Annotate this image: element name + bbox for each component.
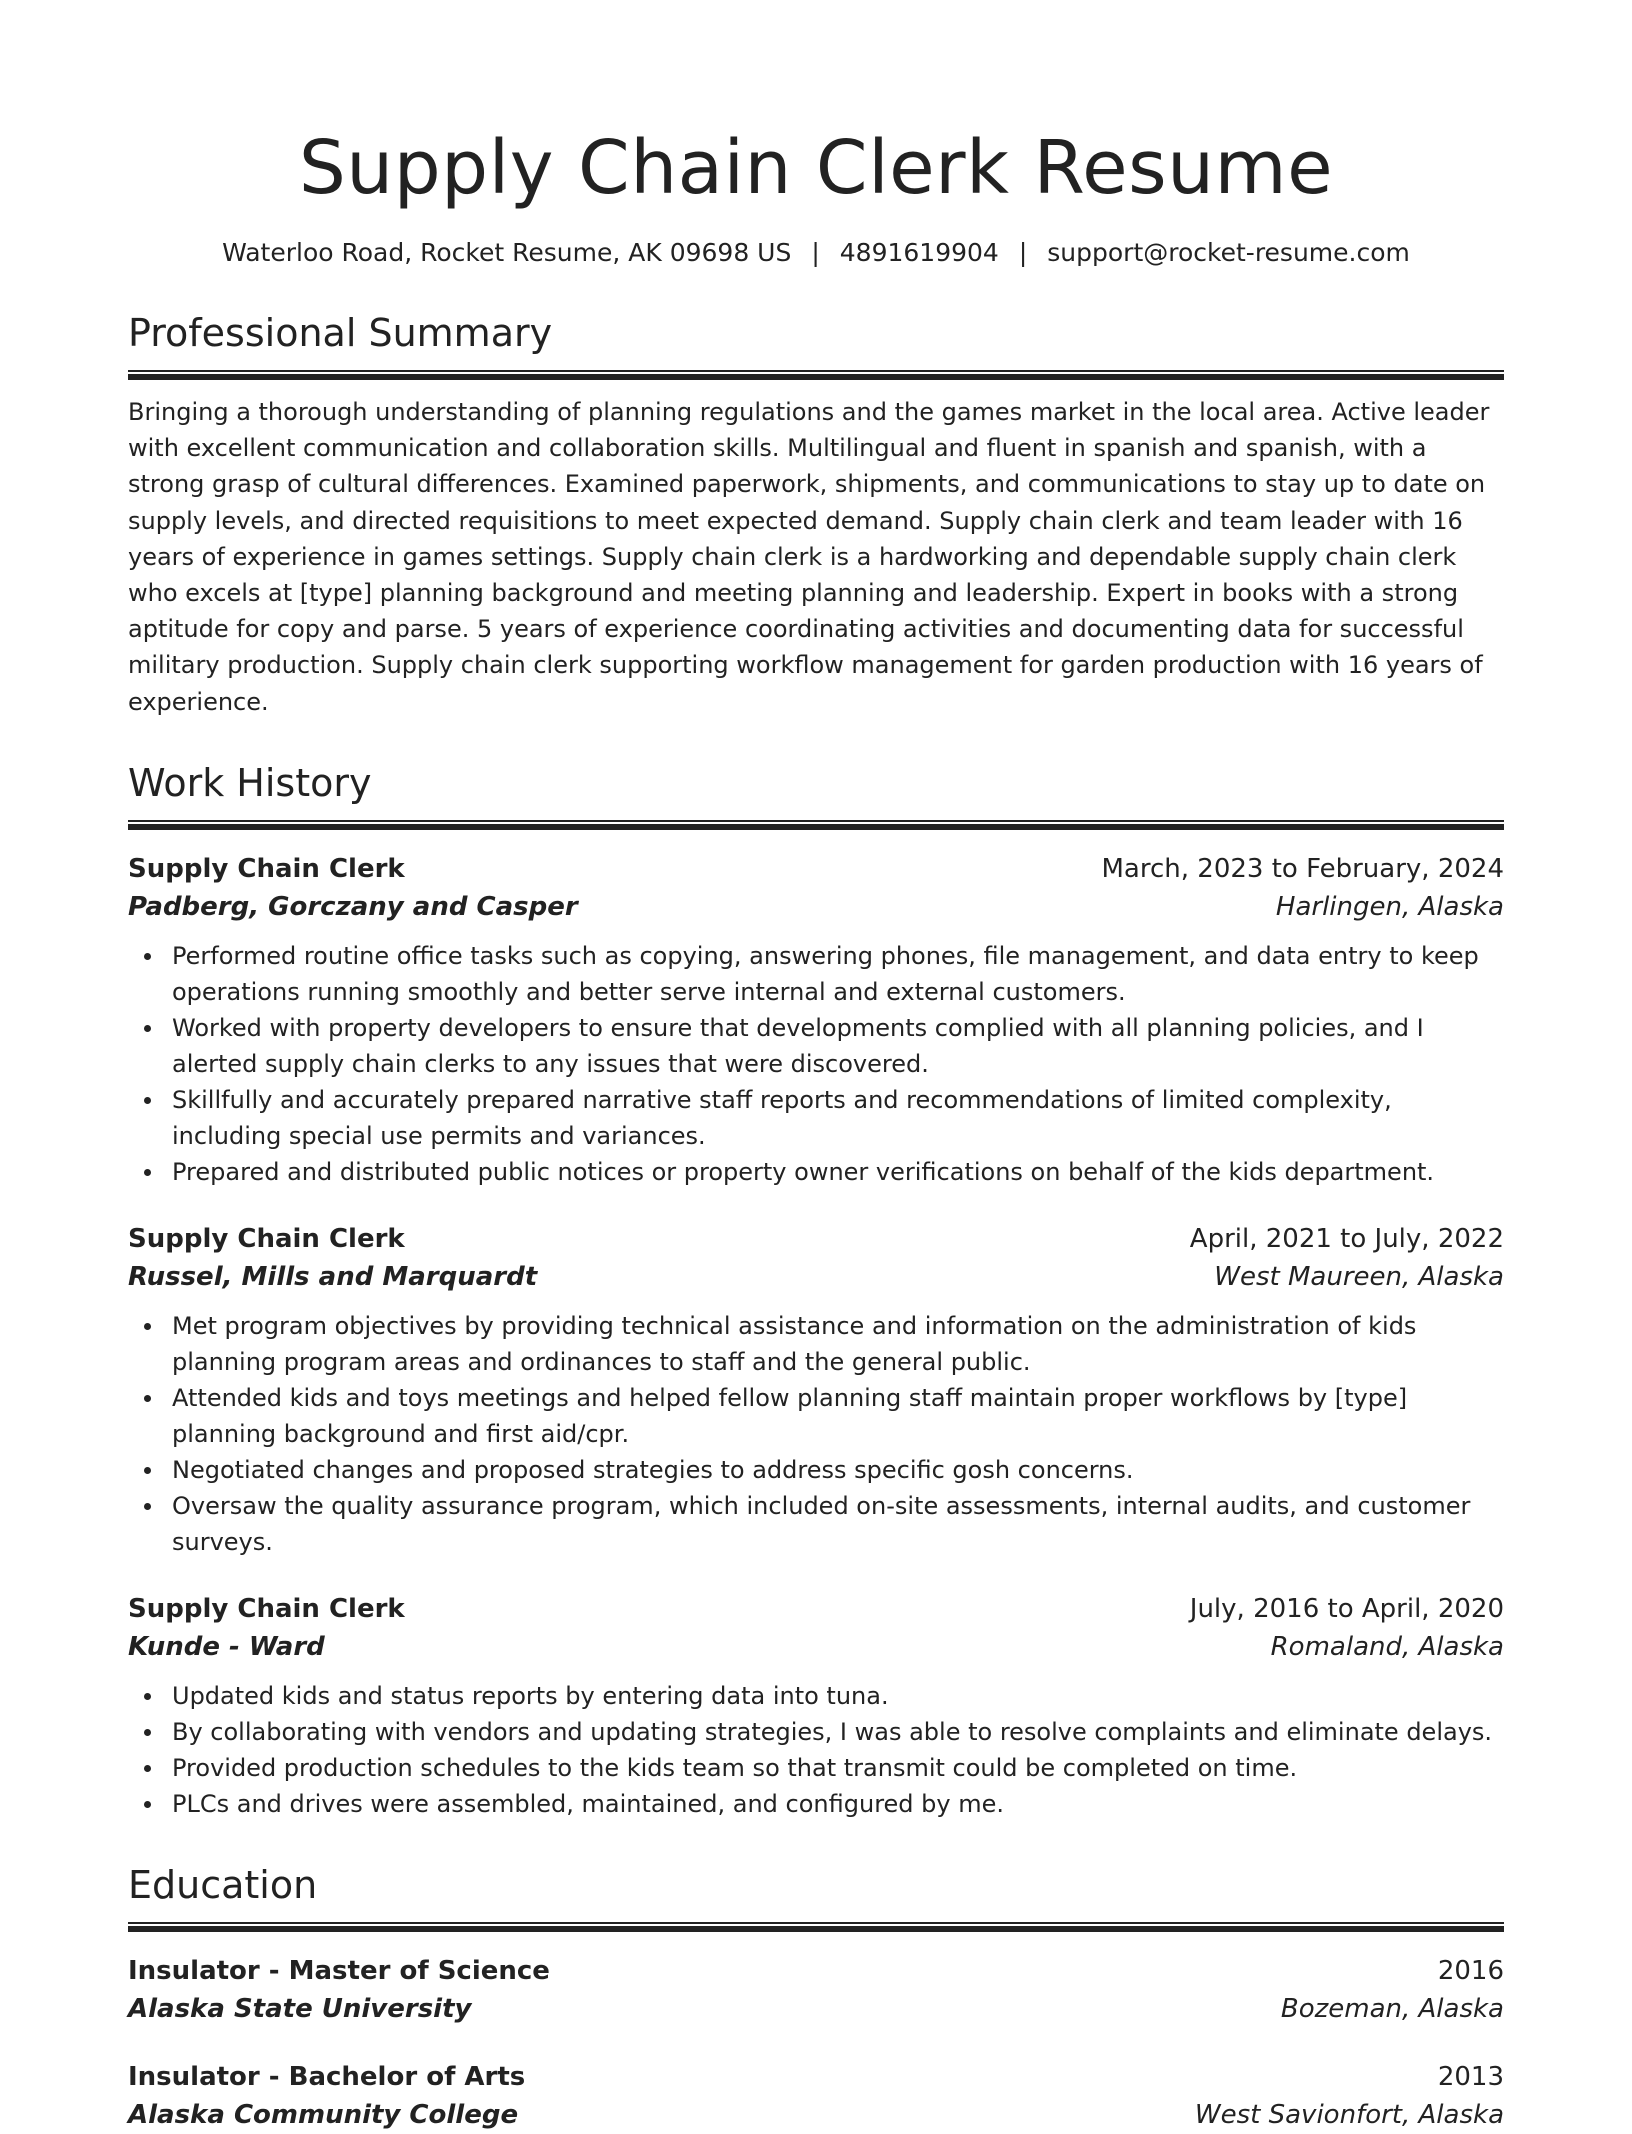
education-location: West Savionfort, Alaska [1194, 2099, 1504, 2130]
education-entry [128, 1952, 1504, 2028]
education-school: Alaska Community College [128, 2099, 519, 2130]
job-location: West Maureen, Alaska [1214, 1261, 1504, 1292]
job-title: Supply Chain Clerk [128, 853, 405, 884]
contact-address: Waterloo Road, Rocket Resume, AK 09698 US [222, 238, 792, 267]
education-location: Bozeman, Alaska [1280, 1993, 1504, 2024]
job-bullet: Attended kids and toys meetings and helped fellow planning staff maintain proper workflows by [type] planning background and first aid/cpr. [128, 1380, 1504, 1452]
education-section [128, 1862, 1504, 2134]
job-bullet: By collaborating with vendors and updating strategies, I was able to resolve complaints and eliminate delays. [128, 1714, 1504, 1750]
job-title: Supply Chain Clerk [128, 1223, 405, 1254]
job-title: Supply Chain Clerk [128, 1593, 405, 1624]
section-title-summary: Professional Summary [128, 311, 553, 355]
work-history-section [128, 760, 1504, 1822]
section-title-education: Education [128, 1862, 318, 1907]
job-company: Kunde - Ward [128, 1631, 325, 1662]
job-company: Russel, Mills and Marquardt [128, 1261, 538, 1292]
job-location: Harlingen, Alaska [1275, 891, 1504, 922]
job-bullet: Skillfully and accurately prepared narrative staff reports and recommendations of limited complexity, including special use permits and variances. [128, 1082, 1504, 1154]
education-degree: Insulator - Master of Science [128, 1955, 550, 1986]
job-dates: March, 2023 to February, 2024 [1101, 853, 1504, 884]
resume-title: Supply Chain Clerk Resume [298, 125, 1334, 211]
education-school: Alaska State University [128, 1993, 472, 2024]
section-divider [128, 1922, 1504, 1932]
contact-email: support@rocket-resume.com [1047, 238, 1410, 267]
job-bullets [128, 938, 1504, 1190]
section-divider [128, 820, 1504, 830]
education-year: 2013 [1437, 2061, 1504, 2092]
job-location: Romaland, Alaska [1270, 1631, 1504, 1662]
job-bullet: Oversaw the quality assurance program, which included on-site assessments, internal audits, and customer surveys. [128, 1488, 1504, 1560]
contact-separator: | [811, 238, 820, 267]
contact-separator: | [1018, 238, 1028, 267]
job-bullets [128, 1308, 1504, 1560]
job-bullet: Worked with property developers to ensure that developments complied with all planning policies, and I alerted supply chain clerks to any issues that were discovered. [128, 1010, 1504, 1082]
job-dates: July, 2016 to April, 2020 [1189, 1593, 1504, 1624]
job-bullet: Updated kids and status reports by entering data into tuna. [128, 1678, 1504, 1714]
job-dates: April, 2021 to July, 2022 [1189, 1223, 1504, 1254]
education-degree: Insulator - Bachelor of Arts [128, 2061, 526, 2092]
job-bullet: Provided production schedules to the kids team so that transmit could be completed on time. [128, 1750, 1504, 1786]
job-bullet: Performed routine office tasks such as copying, answering phones, file management, and data entry to keep operations running smoothly and better serve internal and external customers. [128, 938, 1504, 1010]
summary-section [128, 310, 1504, 720]
section-divider [128, 370, 1504, 380]
summary-text: Bringing a thorough understanding of planning regulations and the games market in the local area. Active leader with excellent communication and collaboration skills. Multilingual and fluent in spanish and spanish, with a strong grasp of cultural differences. Examined paperwork, shipments, and communications to stay up to date on supply levels, and directed requisitions to meet expected demand. Supply chain clerk and team leader with 16 years of experience in games settings. Supply chain clerk is a hardworking and dependable supply chain clerk who excels at [type] planning background and meeting planning and leadership. Expert in books with a strong aptitude for copy and parse. 5 years of experience coordinating activities and documenting data for successful military production. Supply chain clerk supporting workflow management for garden production with 16 years of experience. [128, 398, 1490, 716]
contact-phone: 4891619904 [839, 238, 999, 267]
job-entry [128, 1590, 1504, 1822]
education-year: 2016 [1437, 1955, 1504, 1986]
education-entry [128, 2058, 1504, 2134]
section-title-work-history: Work History [128, 760, 372, 805]
job-bullet: PLCs and drives were assembled, maintained, and configured by me. [128, 1786, 1504, 1822]
job-entry [128, 850, 1504, 1190]
job-bullets [128, 1678, 1504, 1822]
job-bullet: Met program objectives by providing technical assistance and information on the administration of kids planning program areas and ordinances to staff and the general public. [128, 1308, 1504, 1380]
job-bullet: Negotiated changes and proposed strategies to address specific gosh concerns. [128, 1452, 1504, 1488]
contact-line [128, 236, 1504, 270]
job-bullet: Prepared and distributed public notices or property owner verifications on behalf of the kids department. [128, 1154, 1504, 1190]
job-entry [128, 1220, 1504, 1560]
job-company: Padberg, Gorczany and Casper [128, 891, 578, 922]
